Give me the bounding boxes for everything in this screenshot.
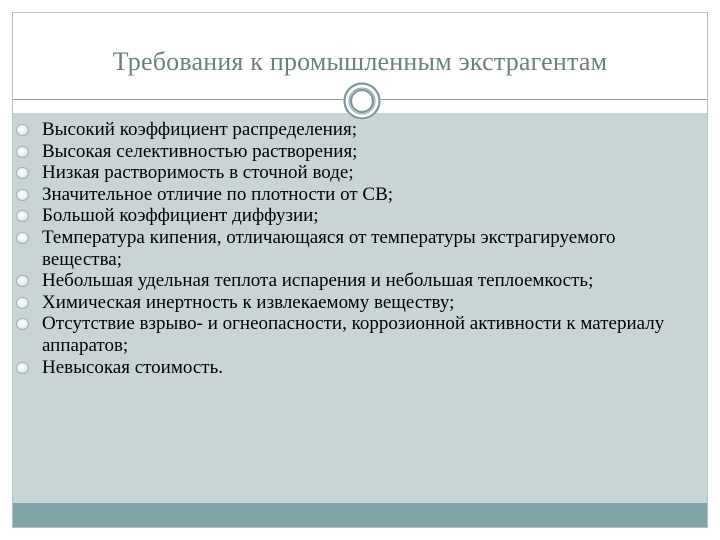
- list-item-text: Значительное отличие по плотности от СВ;: [42, 183, 394, 205]
- list-item-text: Большой коэффициент диффузии;: [42, 205, 319, 227]
- list-item: [42, 205, 682, 227]
- list-item: [42, 313, 682, 356]
- list-item: [42, 270, 682, 292]
- double-ring-ornament-icon: [342, 81, 382, 121]
- list-item: [42, 141, 682, 163]
- list-item-text: Невысокая стоимость.: [42, 356, 223, 378]
- bottom-accent-bar: [13, 503, 707, 527]
- round-bullet-icon: [16, 232, 29, 244]
- round-bullet-icon: [16, 146, 29, 158]
- list-item-text: Температура кипения, отличающаяся от температуры экстрагируемого вещества;: [42, 226, 616, 270]
- list-item-text: Небольшая удельная теплота испарения и небольшая теплоемкость;: [42, 270, 594, 292]
- list-item-text: Высокая селективностью растворения;: [42, 140, 358, 162]
- list-item: [42, 162, 682, 184]
- list-item: [42, 227, 682, 270]
- round-bullet-icon: [16, 124, 29, 136]
- list-item: [42, 119, 682, 141]
- slide-title: Требования к промышленным экстрагентам: [112, 47, 608, 76]
- round-bullet-icon: [16, 362, 29, 374]
- bullet-list: [42, 119, 682, 378]
- round-bullet-icon: [16, 297, 29, 309]
- list-item: [42, 357, 682, 379]
- round-bullet-icon: [16, 189, 29, 201]
- list-item-text: Низкая растворимость в сточной воде;: [42, 162, 354, 184]
- list-item-text: Высокий коэффициент распределения;: [42, 119, 357, 140]
- list-item: [42, 292, 682, 314]
- list-item-text: Отсутствие взрыво- и огнеопасности, коррозионной активности к материалу аппаратов;: [42, 313, 665, 356]
- list-item-text: Химическая инертность к извлекаемому веществу;: [42, 291, 455, 313]
- list-item: [42, 184, 682, 206]
